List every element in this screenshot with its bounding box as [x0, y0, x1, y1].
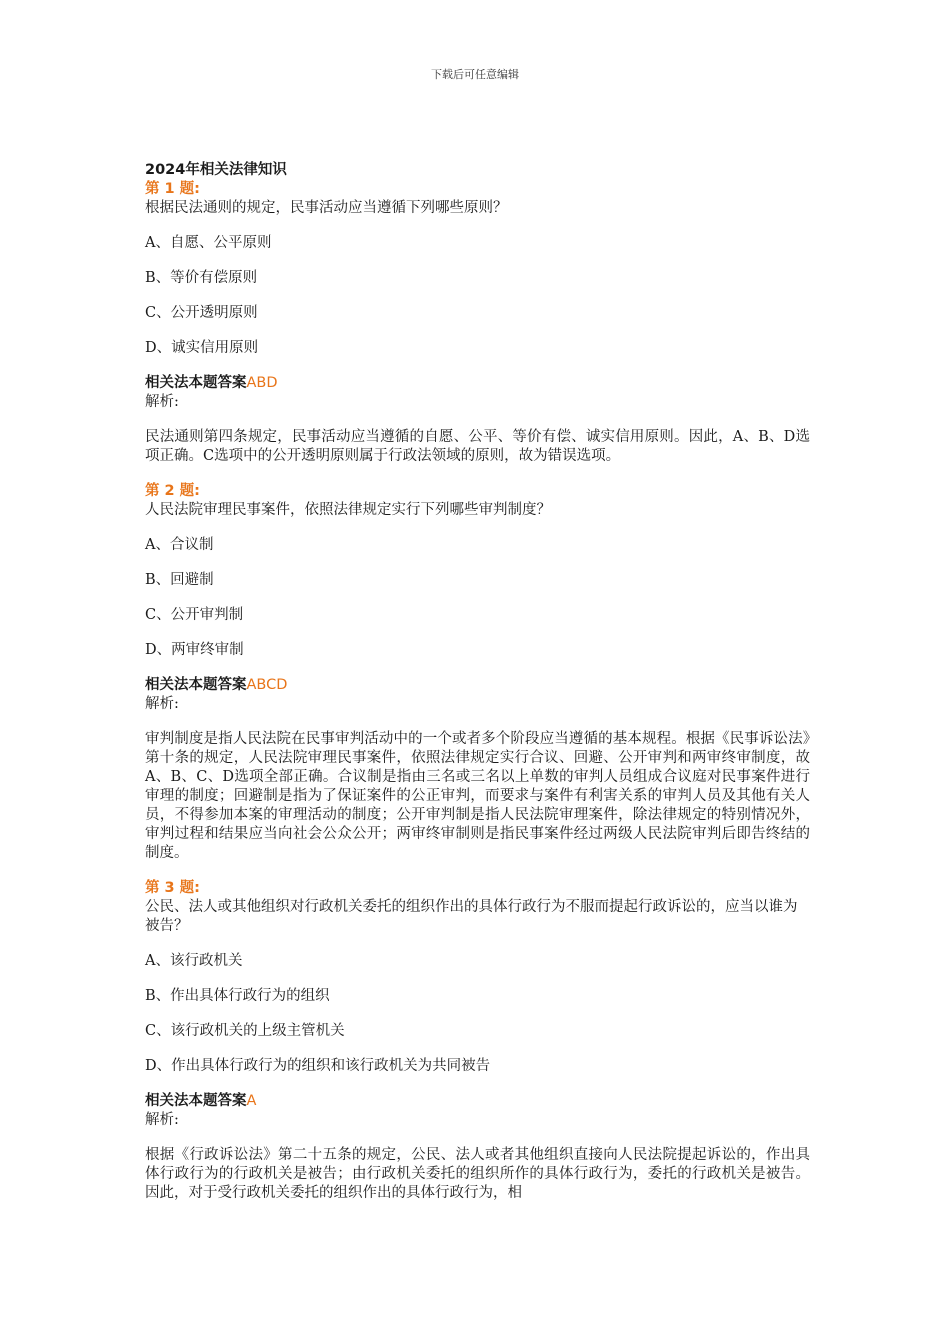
page-header: 下载后可任意编辑 — [431, 68, 519, 81]
answer-line — [145, 374, 810, 393]
answer-prefix: 相关法本题答案 — [145, 1093, 247, 1109]
option-b: B、等价有偿原则 — [145, 270, 258, 286]
option-d: D、作出具体行政行为的组织和该行政机关为共同被告 — [145, 1058, 491, 1074]
analysis-label: 解析: — [145, 1112, 179, 1128]
option-a: A、合议制 — [145, 537, 214, 553]
option-c: C、公开透明原则 — [145, 305, 258, 321]
option-c: C、该行政机关的上级主管机关 — [145, 1023, 345, 1039]
option-d: D、诚实信用原则 — [145, 340, 259, 356]
question-label: 第 2 题: — [145, 483, 200, 499]
analysis-text: 根据《行政诉讼法》第二十五条的规定，公民、法人或者其他组织直接向人民法院提起诉讼的，作出具体行政行为的行政机关是被告；由行政机关委托的组织所作的具体行政行为，委托的行政机关是被告。因此，对于受行政机关委托的组织作出的具体行政行为，相 — [145, 1147, 810, 1201]
question-1 — [145, 180, 810, 466]
answer-value: A — [246, 1093, 257, 1109]
answer-prefix: 相关法本题答案 — [145, 677, 247, 693]
question-label: 第 1 题: — [145, 181, 200, 197]
question-text: 公民、法人或其他组织对行政机关委托的组织作出的具体行政行为不服而提起行政诉讼的，应当以谁为被告？ — [145, 899, 798, 934]
answer-value: ABCD — [246, 677, 288, 693]
answer-prefix: 相关法本题答案 — [145, 375, 247, 391]
question-text: 人民法院审理民事案件，依照法律规定实行下列哪些审判制度？ — [145, 502, 551, 518]
option-a: A、自愿、公平原则 — [145, 235, 272, 251]
question-3 — [145, 879, 810, 1203]
option-b: B、作出具体行政行为的组织 — [145, 988, 330, 1004]
document-body — [145, 160, 810, 1219]
question-label: 第 3 题: — [145, 880, 200, 896]
analysis-text: 审判制度是指人民法院在民事审判活动中的一个或者多个阶段应当遵循的基本规程。根据《民事诉讼法》第十条的规定，人民法院审理民事案件，依照法律规定实行合议、回避、公开审判和两审终审制度，故A、B、C、D选项全部正确。合议制是指由三名或三名以上单数的审判人员组成合议庭对民事案件进行审理的制度；回避制是指为了保证案件的公正审判，而要求与案件有利害关系的审判人员及其他有关人员，不得参加本案的审理活动的制度；公开审判制是指人民法院审理案件，除法律规定的特别情况外，审判过程和结果应当向社会公众公开；两审终审制则是指民事案件经过两级人民法院审判后即告终结的制度。 — [145, 731, 810, 861]
option-d: D、两审终审制 — [145, 642, 244, 658]
document-title: 2024年相关法律知识 — [145, 162, 287, 178]
analysis-text: 民法通则第四条规定，民事活动应当遵循的自愿、公平、等价有偿、诚实信用原则。因此，A、B、D选项正确。C选项中的公开透明原则属于行政法领域的原则，故为错误选项。 — [145, 429, 810, 464]
answer-value: ABD — [246, 375, 278, 391]
option-a: A、该行政机关 — [145, 953, 243, 969]
question-2 — [145, 482, 810, 863]
answer-line — [145, 676, 810, 695]
analysis-label: 解析: — [145, 696, 179, 712]
option-b: B、回避制 — [145, 572, 214, 588]
analysis-label: 解析: — [145, 394, 179, 410]
option-c: C、公开审判制 — [145, 607, 244, 623]
answer-line — [145, 1092, 810, 1111]
question-text: 根据民法通则的规定，民事活动应当遵循下列哪些原则？ — [145, 200, 508, 216]
